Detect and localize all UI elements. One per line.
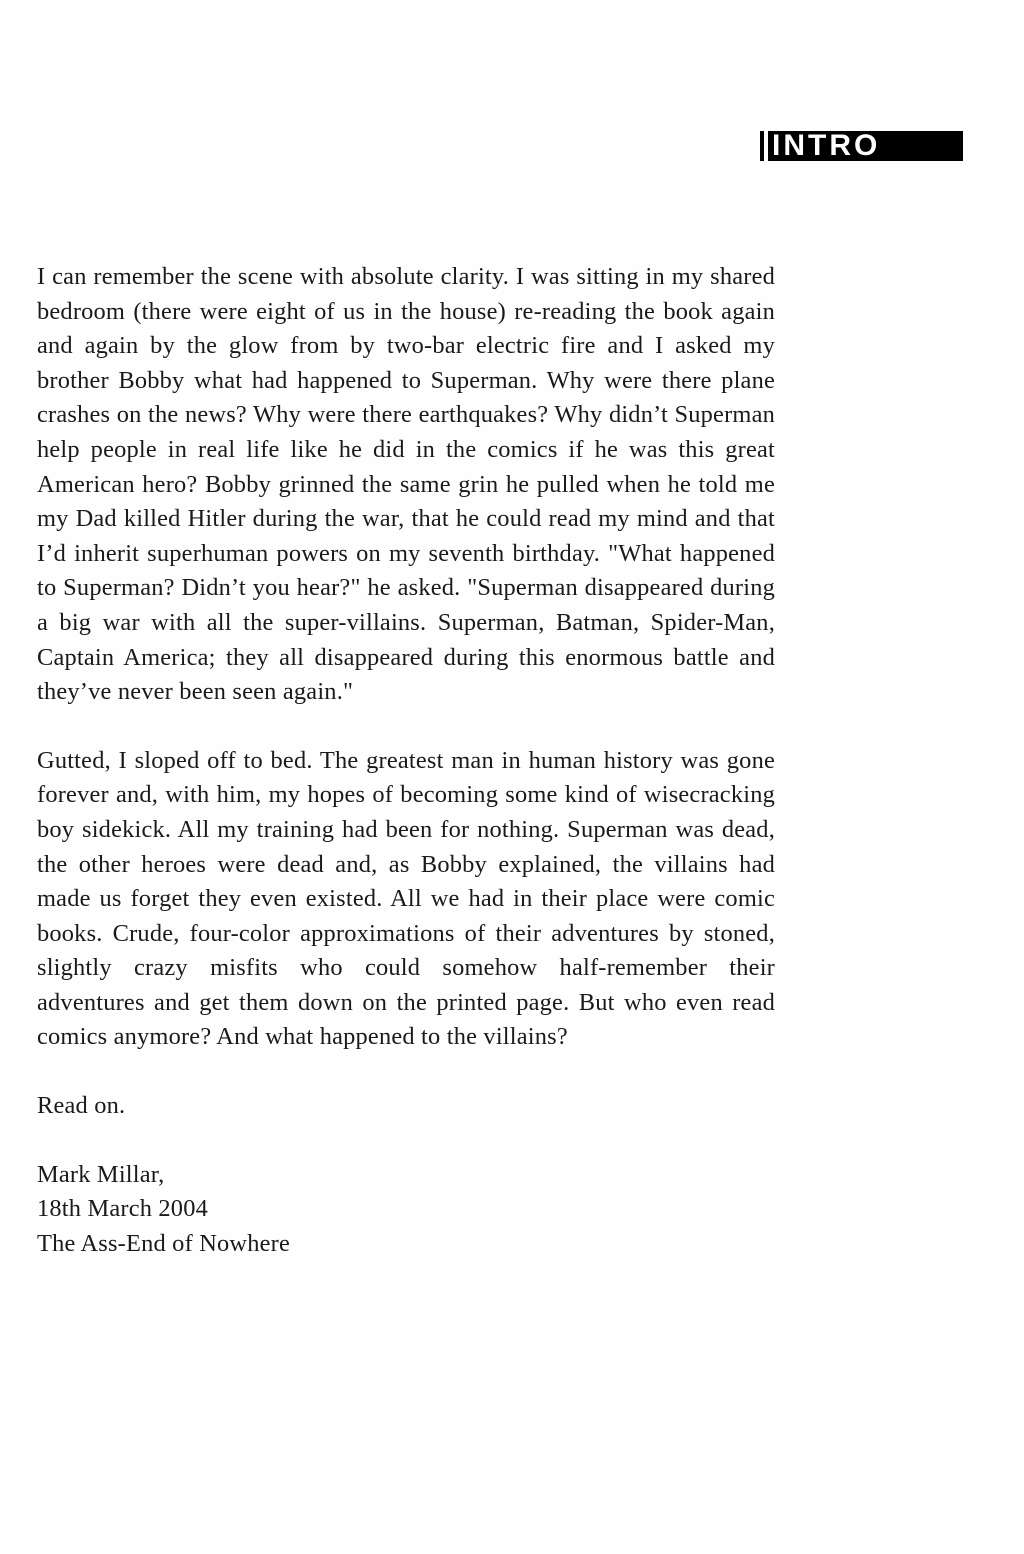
paragraph-2: Gutted, I sloped off to bed. The greatest man in human history was gone forever and, with him, my hopes of becoming some kind of wisecracking boy sidekick. All my training had been for nothing. Superman was dead, the other heroes were dead and, as Bobby explained, the villains had made us forget they even existed. All we had in their place were comic books. Crude, four-color approximations of their adventures by stoned, slightly crazy misfits who could somehow half-remember their adventures and get them down on the printed page. But who even read comics anymore? And what happened to the villains?	[37, 746, 775, 1051]
header-bar	[884, 131, 963, 161]
intro-title: INTRO	[768, 131, 884, 161]
author-name: Mark Millar,	[37, 1160, 165, 1188]
paragraph-3: Read on.	[37, 1092, 126, 1120]
intro-header	[760, 131, 963, 161]
signature-place: The Ass-End of Nowhere	[37, 1229, 290, 1257]
signature-date: 18th March 2004	[37, 1195, 208, 1223]
paragraph-1: I can remember the scene with absolute clarity. I was sitting in my shared bedroom (there were eight of us in the house) re-reading the book again and again by the glow from by two-bar electric fire and I asked my brother Bobby what had happened to Superman. Why were there plane crashes on the news? Why were there earthquakes? Why didn’t Superman help people in real life like he did in the comics if he was this great American hero? Bobby grinned the same grin he pulled when he told me my Dad killed Hitler during the war, that he could read my mind and that I’d inherit superhuman powers on my seventh birthday. "What happened to Superman? Didn’t you hear?" he asked. "Superman disappeared during a big war with all the super-villains. Superman, Batman, Spider-Man, Captain America; they all disappeared during this enormous battle and they’ve never been seen again."	[37, 263, 775, 706]
header-tick-mark	[760, 131, 764, 161]
intro-body	[37, 260, 775, 1261]
signature-block	[37, 1158, 775, 1262]
